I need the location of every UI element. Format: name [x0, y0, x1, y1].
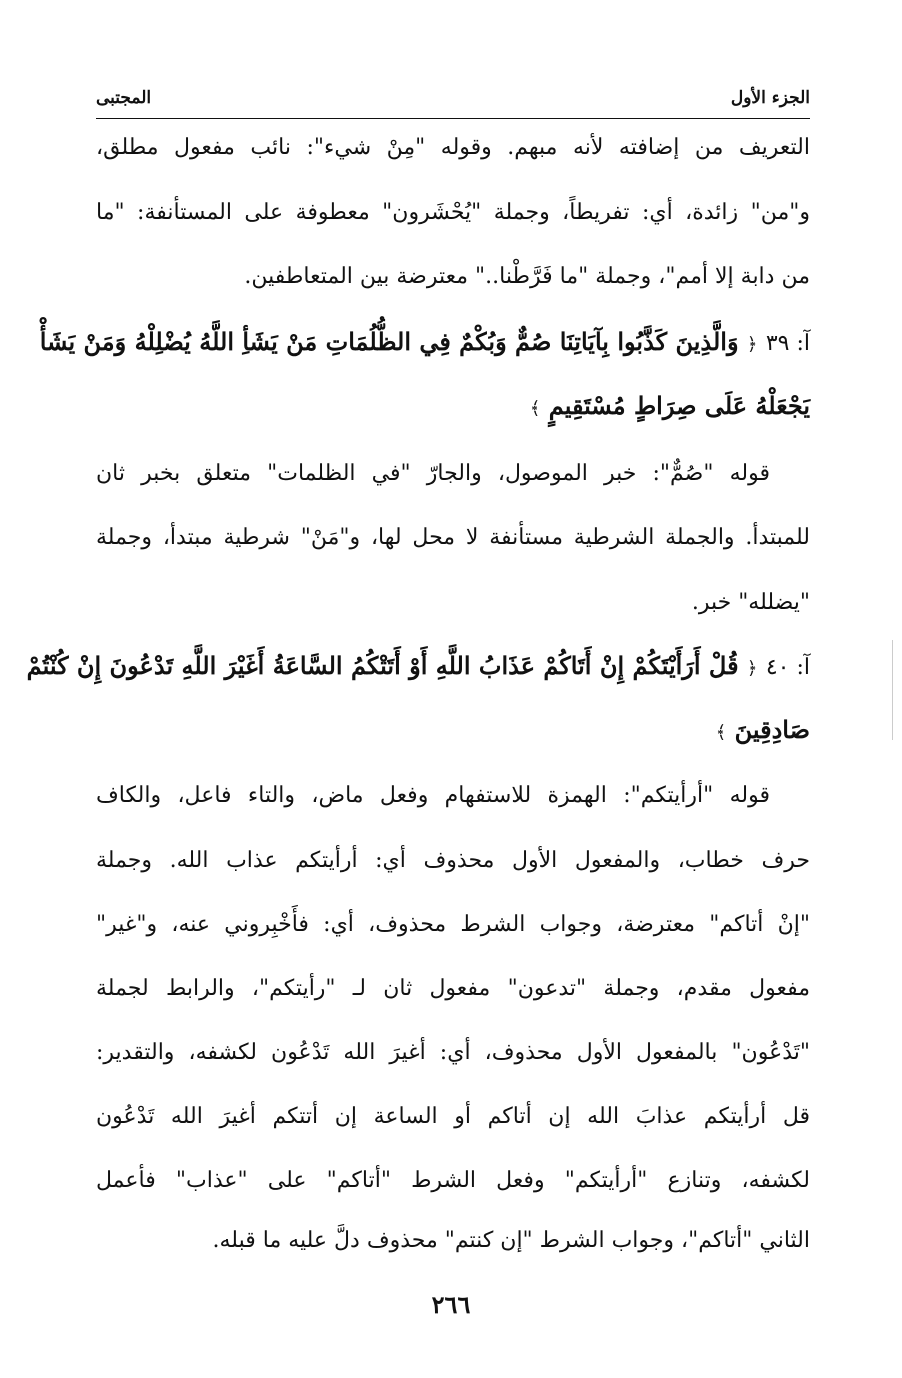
running-header [96, 88, 810, 114]
verse-40-line-1 [26, 646, 810, 690]
para2-line-1: قوله "صُمٌّ": خبر الموصول، والجارّ "في الظلمات" متعلق بخبر ثان [96, 461, 770, 486]
verse-close-ornament: ﴾ [529, 398, 541, 419]
scan-margin-line [892, 640, 893, 740]
para3-line-4: مفعول مقدم، وجملة "تدعون" مفعول ثان لـ "رأيتكم"، والرابط لجملة [96, 976, 810, 1001]
para1-line-3: من دابة إلا أمم"، وجملة "ما فَرَّطْنا.." معترضة بين المتعاطفين. [244, 264, 810, 289]
verse-open-ornament: ﴿ [746, 334, 758, 355]
verse-39-number: آ: ٣٩ [765, 331, 810, 356]
para2-line-3: "يضلله" خبر. [691, 590, 810, 615]
para3-line-3: "إنْ أتاكم" معترضة، وجواب الشرط محذوف، أي: فأَخْبِروني عنه، و"غير" [96, 912, 810, 937]
verse-39-line-2 [96, 386, 810, 430]
verse-39-text-2: يَجْعَلْهُ عَلَى صِرَاطٍ مُسْتَقِيمٍ [548, 391, 810, 420]
header-rule [96, 118, 810, 119]
para3-line-7: لكشفه، وتنازع "أرأيتكم" وفعل الشرط "أتاكم" على "عذاب" فأعمل [96, 1168, 810, 1193]
verse-40-number: آ: ٤٠ [765, 655, 810, 680]
verse-39-line-1 [39, 322, 810, 366]
header-book-title: المجتبى [96, 88, 152, 108]
para3-line-5: "تَدْعُون" بالمفعول الأول محذوف، أي: أغيرَ الله تَدْعُون لكشفه، والتقدير: [96, 1040, 810, 1065]
verse-open-ornament: ﴿ [746, 658, 758, 679]
page-number: ٢٦٦ [431, 1290, 471, 1319]
para3-line-8: الثاني "أتاكم"، وجواب الشرط "إن كنتم" محذوف دلَّ عليه ما قبله. [212, 1228, 810, 1253]
para1-line-2: و"من" زائدة، أي: تفريطاً، وجملة "يُحْشَرون" معطوفة على المستأنفة: "ما [96, 200, 810, 225]
verse-close-ornament: ﴾ [715, 722, 727, 743]
para2-line-2: للمبتدأ. والجملة الشرطية مستأنفة لا محل لها، و"مَنْ" شرطية مبتدأ، وجملة [96, 525, 810, 550]
verse-40-line-2 [96, 710, 810, 754]
para1-line-1: التعريف من إضافته لأنه مبهم. وقوله "مِنْ شيء": نائب مفعول مطلق، [96, 135, 810, 160]
para3-line-6: قل أرأيتكم عذابَ الله إن أتاكم أو الساعة إن أتتكم أغيرَ الله تَدْعُون [96, 1104, 810, 1129]
header-part: الجزء الأول [730, 88, 810, 108]
verse-40-text-2: صَادِقِينَ [734, 715, 810, 744]
verse-40-text-1: قُلْ أَرَأَيْتَكُمْ إِنْ أَتَاكُمْ عَذَابُ اللَّهِ أَوْ أَتَتْكُمُ السَّاعَةُ أَغَيْرَ اللَّهِ تَدْعُونَ إِنْ كُنْتُمْ [26, 651, 739, 680]
verse-39-text-1: وَالَّذِينَ كَذَّبُوا بِآيَاتِنَا صُمٌّ وَبُكْمٌ فِي الظُّلُمَاتِ مَنْ يَشَأِ اللَّهُ يُضْلِلْهُ وَمَنْ يَشَأْ [39, 327, 739, 356]
para3-line-2: حرف خطاب، والمفعول الأول محذوف أي: أرأيتكم عذاب الله. وجملة [96, 848, 810, 873]
para3-line-1: قوله "أرأيتكم": الهمزة للاستفهام وفعل ماض، والتاء فاعل، والكاف [96, 783, 770, 808]
